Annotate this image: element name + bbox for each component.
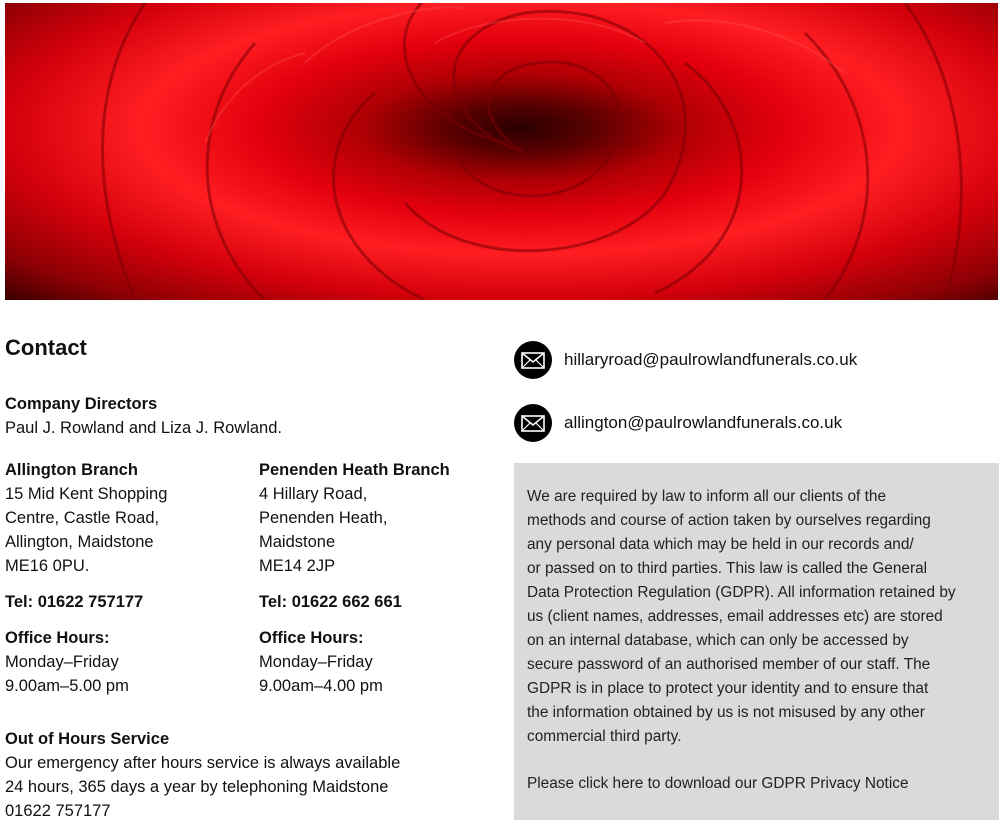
directors-heading: Company Directors: [5, 395, 158, 413]
page-title: Contact: [5, 335, 87, 360]
email-address[interactable]: hillaryroad@paulrowlandfunerals.co.uk: [564, 350, 858, 369]
gdpr-line: GDPR is in place to protect your identity and to ensure that: [527, 680, 929, 697]
gdpr-line: or passed on to third parties. This law is called the General: [527, 560, 928, 577]
allington-hours-line: 9.00am–5.00 pm: [5, 677, 129, 695]
allington-phone[interactable]: Tel: 01622 757177: [5, 593, 144, 611]
penenden-hours-heading: Office Hours:: [259, 629, 364, 647]
penenden-address-line: ME14 2JP: [259, 557, 336, 575]
penenden-address-line: Maidstone: [259, 533, 336, 551]
gdpr-line: secure password of an authorised member of our staff. The: [527, 656, 931, 673]
out-of-hours-heading: Out of Hours Service: [5, 730, 170, 748]
gdpr-line: commercial third party.: [527, 728, 682, 745]
allington-address-line: Centre, Castle Road,: [5, 509, 160, 527]
rose-petals-illustration: [5, 3, 998, 300]
gdpr-notice-panel: [514, 463, 999, 820]
penenden-hours-line: Monday–Friday: [259, 653, 373, 671]
gdpr-line: Data Protection Regulation (GDPR). All information retained by: [527, 584, 956, 601]
envelope-icon: [514, 404, 552, 442]
allington-hours-heading: Office Hours:: [5, 629, 110, 647]
gdpr-privacy-notice-link[interactable]: Please click here to download our GDPR Privacy Notice: [527, 775, 909, 792]
out-of-hours-line: 24 hours, 365 days a year by telephoning Maidstone: [5, 778, 389, 796]
email-link-allington[interactable]: [514, 403, 842, 443]
email-link-hillaryroad[interactable]: [514, 340, 857, 380]
allington-address-line: 15 Mid Kent Shopping: [5, 485, 168, 503]
hero-rose-image: [5, 3, 998, 300]
gdpr-line: We are required by law to inform all our clients of the: [527, 488, 886, 505]
gdpr-line: methods and course of action taken by ourselves regarding: [527, 512, 931, 529]
email-address[interactable]: allington@paulrowlandfunerals.co.uk: [564, 413, 843, 432]
allington-hours-line: Monday–Friday: [5, 653, 119, 671]
gdpr-line: the information obtained by us is not misused by any other: [527, 704, 925, 721]
penenden-hours-line: 9.00am–4.00 pm: [259, 677, 383, 695]
out-of-hours-line: Our emergency after hours service is always available: [5, 754, 401, 772]
penenden-address-line: Penenden Heath,: [259, 509, 388, 527]
envelope-icon: [514, 341, 552, 379]
gdpr-line: on an internal database, which can only be accessed by: [527, 632, 909, 649]
directors-names: Paul J. Rowland and Liza J. Rowland.: [5, 419, 282, 437]
allington-address-line: Allington, Maidstone: [5, 533, 154, 551]
gdpr-line: any personal data which may be held in our records and/: [527, 536, 914, 553]
gdpr-line: us (client names, addresses, email addresses etc) are stored: [527, 608, 943, 625]
penenden-phone[interactable]: Tel: 01622 662 661: [259, 593, 402, 611]
penenden-branch-heading: Penenden Heath Branch: [259, 461, 450, 479]
penenden-address-line: 4 Hillary Road,: [259, 485, 368, 503]
allington-address-line: ME16 0PU.: [5, 557, 90, 575]
out-of-hours-phone[interactable]: 01622 757177: [5, 802, 111, 820]
allington-branch-heading: Allington Branch: [5, 461, 138, 479]
